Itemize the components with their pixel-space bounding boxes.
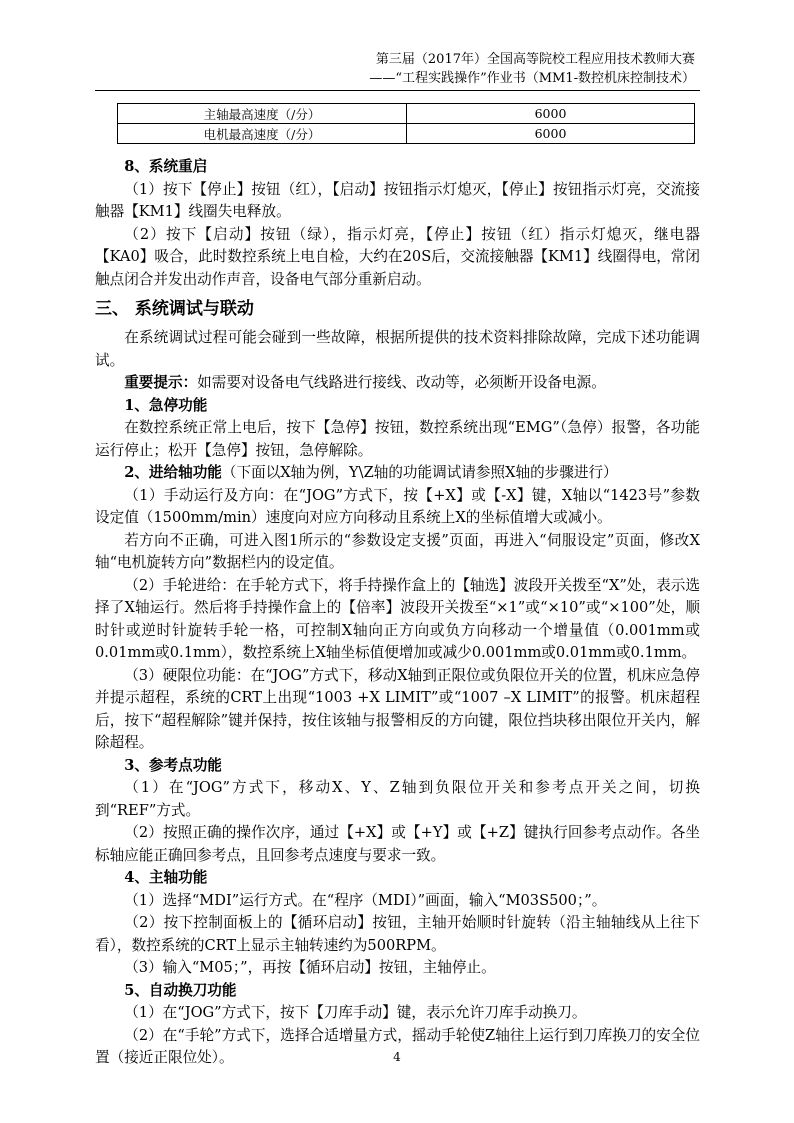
paragraph: （2）按下控制面板上的【循环启动】按钮，主轴开始顺时针旋转（沿主轴轴线从上往下看），数控系统的CRT上显示主轴转速约为500RPM。 xyxy=(95,914,700,954)
paragraph: （3）输入“M05；”，再按【循环启动】按钮，主轴停止。 xyxy=(124,959,496,976)
subsection-title: 5、自动换刀功能 xyxy=(124,981,237,999)
paragraph: （1）手动运行及方向：在“JOG”方式下，按【+X】或【-X】键，X轴以“1423号”参数设定值（1500mm/min）速度向对应方向移动且系统上X的坐标值增大或减小。 xyxy=(95,486,700,526)
paragraph: （2）手轮进给：在手轮方式下，将手持操作盒上的【轴选】波段开关拨至“X”处，表示选择了X轴运行。然后将手持操作盒上的【倍率】波段开关拨至“×1”或“×10”或“×100”处，顺时针或逆时针旋转手轮一格，可控制X轴向正方向或负方向移动一个增量值（0.001mm或0.01mm或0.1mm），数控系统上X轴坐标值便增加或减少0.001mm或0.01mm或0.1mm。 xyxy=(95,576,700,661)
header-line-1: 第三届（2017年）全国高等院校工程应用技术教师大赛 xyxy=(375,52,695,67)
table-row xyxy=(118,124,695,144)
subsection-note: （下面以X轴为例，Y\Z轴的功能调试请参照X轴的步骤进行） xyxy=(221,464,618,481)
page-number: 4 xyxy=(393,1050,401,1064)
header-line-2: ——“工程实践操作”作业书（MM1-数控机床控制技术） xyxy=(369,71,695,86)
tip-text: 如需要对设备电气线路进行接线、改动等，必须断开设备电源。 xyxy=(197,374,606,391)
paragraph: （1）选择“MDI”运行方式。在“程序（MDI）”画面，输入“M03S500；”。 xyxy=(124,891,607,909)
table-cell-label: 电机最高速度（/分） xyxy=(118,124,407,144)
table-cell-value: 6000 xyxy=(407,124,695,144)
section-title: 三、 系统调试与联动 xyxy=(95,299,254,319)
paragraph: （1）在“JOG”方式下，移动X、Y、Z轴到负限位开关和参考点开关之间，切换到“REF”方式。 xyxy=(95,779,700,819)
paragraph: 若方向不正确，可进入图1所示的“参数设定支援”页面，再进入“伺服设定”页面，修改X轴“电机旋转方向”数据栏内的设定值。 xyxy=(95,531,700,571)
subsection-title: 2、进给轴功能 xyxy=(124,464,222,481)
paragraph: 在数控系统正常上电后，按下【急停】按钮，数控系统出现“EMG”（急停）报警，各功能运行停止；松开【急停】按钮，急停解除。 xyxy=(95,419,700,459)
paragraph: （2）按下【启动】按钮（绿），指示灯亮，【停止】按钮（红）指示灯熄灭，继电器【KA0】吸合，此时数控系统上电自检，大约在20S后，交流接触器【KM1】线圈得电，常闭触点闭合并发出动作声音，设备电气部分重新启动。 xyxy=(95,225,700,288)
subsection-title: 1、急停功能 xyxy=(124,396,208,414)
subsection-heading xyxy=(95,462,700,485)
table-cell-label: 主轴最高速度（/分） xyxy=(118,104,407,124)
paragraph: 在系统调试过程可能会碰到一些故障，根据所提供的技术资料排除故障，完成下述功能调试。 xyxy=(95,329,700,369)
document-body xyxy=(95,156,700,1070)
subsection-title: 3、参考点功能 xyxy=(124,756,222,774)
paragraph: （1）按下【停止】按钮（红），【启动】按钮指示灯熄灭，【停止】按钮指示灯亮，交流接触器【KM1】线圈失电释放。 xyxy=(95,180,700,220)
table-row xyxy=(118,104,695,124)
paragraph: （2）按照正确的操作次序，通过【+X】或【+Y】或【+Z】键执行回参考点动作。各坐标轴应能正确回参考点，且回参考点速度与要求一致。 xyxy=(95,824,700,864)
subsection-title: 4、主轴功能 xyxy=(124,869,208,886)
table-cell-value: 6000 xyxy=(407,104,695,124)
header-divider xyxy=(95,90,700,91)
paragraph: （1）在“JOG”方式下，按下【刀库手动】键，表示允许刀库手动换刀。 xyxy=(124,1004,587,1021)
page-header xyxy=(95,50,695,88)
paragraph: （3）硬限位功能：在“JOG”方式下，移动X轴到正限位或负限位开关的位置，机床应急停并提示超程，系统的CRT上出现“1003 +X LIMIT”或“1007 –X LIMIT”的报警。机床超程后，按下“超程解除”键并保持，按住该轴与报警相反的方向键，限位挡块移出限位开关内，解除超程。 xyxy=(95,666,700,751)
tip-label: 重要提示： xyxy=(124,374,198,391)
important-tip xyxy=(95,372,700,395)
paragraph: （2）在“手轮”方式下，选择合适增量方式，摇动手轮使Z轴往上运行到刀库换刀的安全位置（接近正限位处）。 xyxy=(95,1026,700,1066)
spec-table xyxy=(117,103,695,144)
subsection-title: 8、系统重启 xyxy=(124,158,208,175)
